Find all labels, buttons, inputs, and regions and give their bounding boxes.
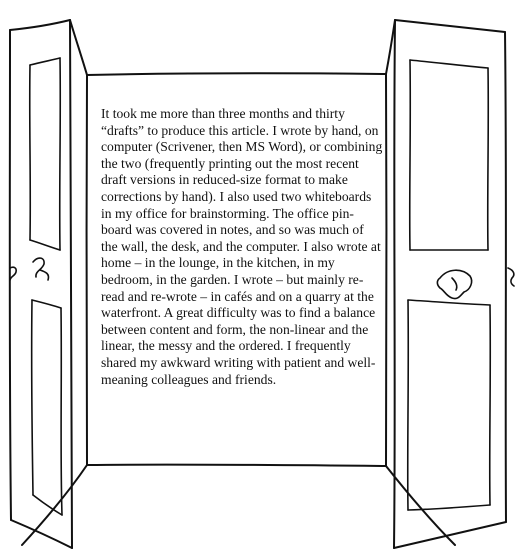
body-text: It took me more than three months and thirty “drafts” to produce this article. I wrote by hand, on computer (Scrivener, then MS Word), or combining the two (frequently printing out the most recent draft versions in reduced-size format to make corrections by hand). I also used two whiteboards in my office for brainstorming. The office pin-board was covered in notes, and so was much of the wall, the desk, and the computer. I also wrote at home – in the lounge, in the kitchen, in my bedroom, in the garden. I wrote – but mainly re-read and re-wrote – in cafés and on a quarry at the waterfront. A great difficulty was to find a balance between content and form, the non-linear and the linear, the messy and the ordered. I frequently shared my awkward writing with patient and well-meaning colleagues and friends. (101, 106, 383, 387)
door-hinge-icon (508, 268, 514, 286)
left-door-icon (10, 20, 87, 548)
right-door-icon (386, 20, 506, 548)
door-hinge-icon (10, 267, 16, 280)
door-handle-icon (437, 270, 471, 298)
door-handle-icon (33, 258, 49, 280)
